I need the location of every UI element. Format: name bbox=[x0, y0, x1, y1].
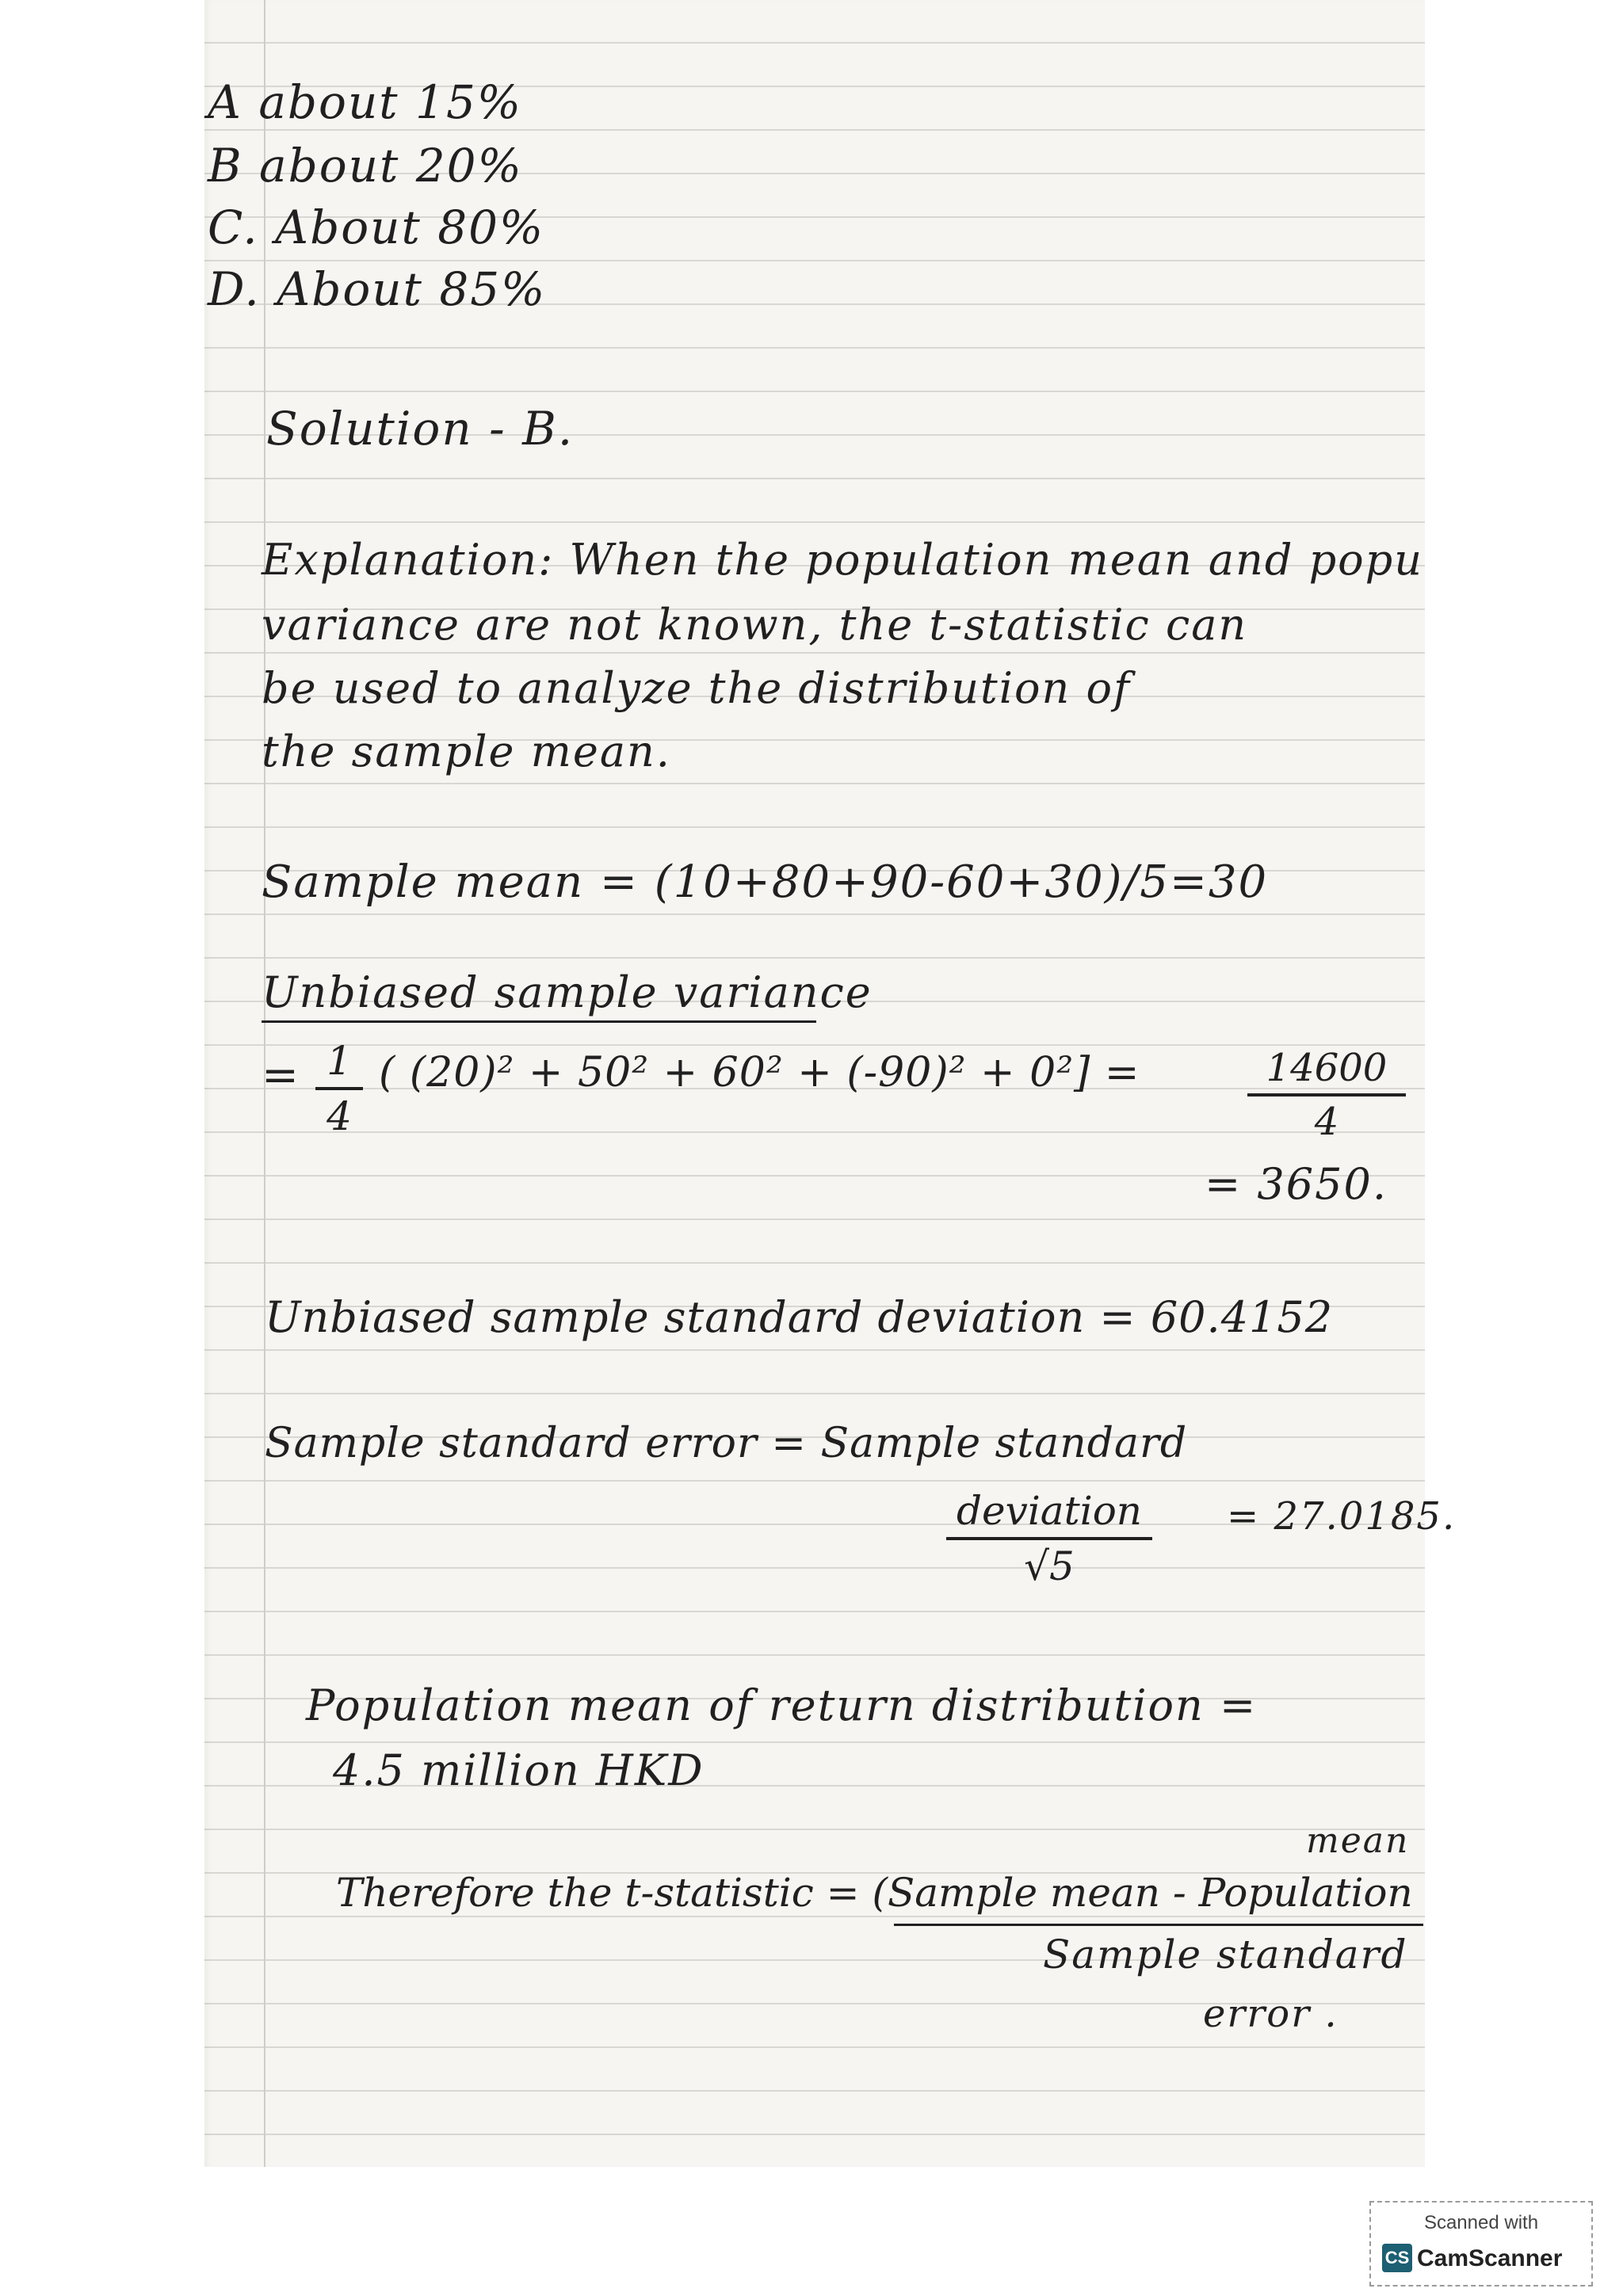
variance-label: Unbiased sample variance bbox=[262, 967, 873, 1017]
variance-terms: ( (20)² + 50² + 60² + (-90)² + 0²] = bbox=[379, 1049, 1140, 1097]
watermark-scanned-with: Scanned with bbox=[1423, 2212, 1539, 2233]
variance-equals: = bbox=[262, 1050, 300, 1101]
t-stat-denominator-1: Sample standard bbox=[1043, 1932, 1408, 1978]
t-stat-fraction-bar bbox=[894, 1924, 1423, 1926]
option-c: C. About 80% bbox=[208, 200, 545, 254]
variance-result-fraction bbox=[1247, 1046, 1406, 1144]
option-b: B about 20% bbox=[208, 139, 523, 193]
explanation-line-2: variance are not known, the t-statistic can bbox=[262, 600, 1248, 650]
explanation-line-1: Explanation: When the population mean and popu bbox=[262, 535, 1424, 585]
variance-frac-denominator: 4 bbox=[327, 1093, 352, 1139]
option-a: A about 15% bbox=[208, 75, 522, 129]
sample-mean-line: Sample mean = (10+80+90-60+30)/5=30 bbox=[262, 856, 1269, 908]
solution-line: Solution - B. bbox=[266, 402, 575, 456]
variance-frac-numerator: 1 bbox=[315, 1038, 363, 1090]
population-mean-line-2: 4.5 million HKD bbox=[333, 1745, 705, 1795]
std-error-fraction bbox=[946, 1488, 1152, 1589]
t-stat-denominator-2: error . bbox=[1203, 1992, 1338, 2036]
t-stat-superscript: mean bbox=[1306, 1821, 1410, 1861]
variance-result-numerator: 14600 bbox=[1247, 1046, 1406, 1097]
variance-result-denominator: 4 bbox=[1314, 1100, 1339, 1144]
std-dev-line: Unbiased sample standard deviation = 60.4152 bbox=[265, 1292, 1334, 1342]
watermark-brand: CamScanner bbox=[1417, 2245, 1563, 2271]
explanation-line-4: the sample mean. bbox=[262, 727, 671, 776]
population-mean-line-1: Population mean of return distribution = bbox=[306, 1680, 1258, 1730]
explanation-line-3: be used to analyze the distribution of bbox=[262, 663, 1131, 713]
option-d: D. About 85% bbox=[208, 262, 547, 316]
camscanner-logo-icon: CS bbox=[1382, 2244, 1412, 2272]
std-error-result: = 27.0185. bbox=[1227, 1494, 1457, 1539]
t-stat-label: Therefore the t-statistic = (Sample mean - Population bbox=[336, 1870, 1413, 1916]
std-error-label: Sample standard error = Sample standard bbox=[265, 1420, 1188, 1467]
variance-one-quarter bbox=[315, 1038, 363, 1139]
std-error-denominator: √5 bbox=[1024, 1543, 1075, 1589]
std-error-numerator: deviation bbox=[946, 1488, 1152, 1540]
camscanner-watermark bbox=[1369, 2201, 1593, 2286]
variance-final: = 3650. bbox=[1205, 1159, 1388, 1209]
variance-label-underline bbox=[262, 1020, 816, 1023]
